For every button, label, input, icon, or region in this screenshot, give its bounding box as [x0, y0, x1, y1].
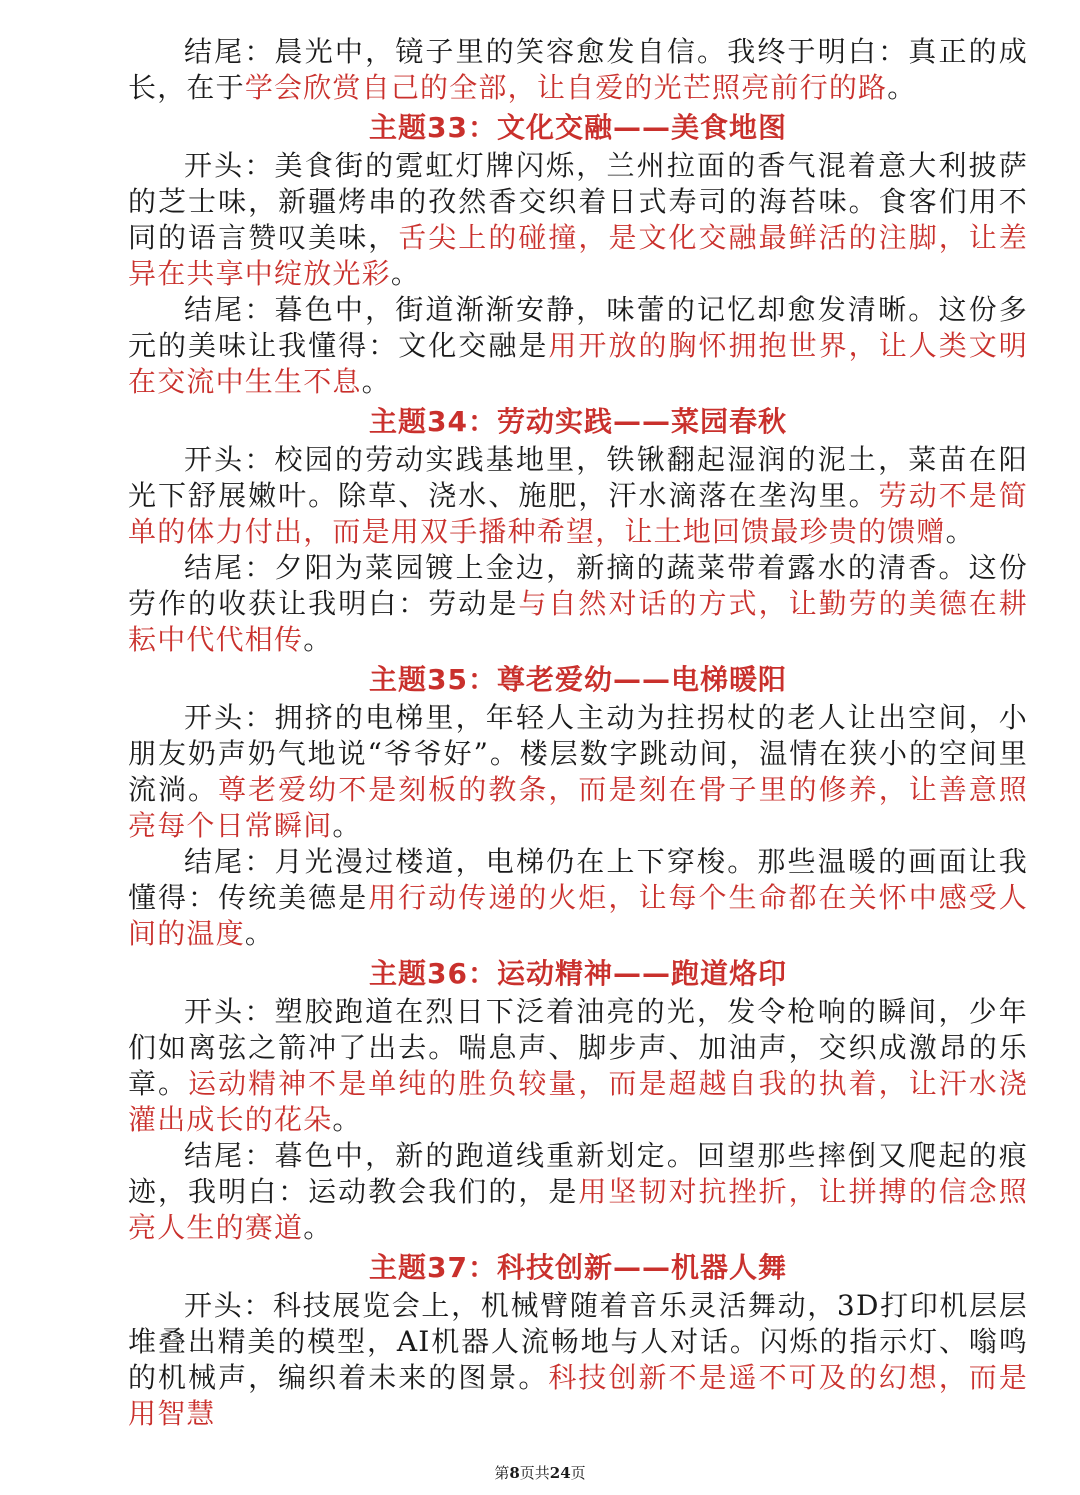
page-footer [0, 1462, 1080, 1483]
paragraph-text: 开头：塑胶跑道在烈日下泛着油亮的光，发令枪响的瞬间，少年们如离弦之箭冲了出去。喘息声、脚步声、加油声，交织成激昂的乐章。 [128, 995, 1028, 1100]
opening-paragraph [128, 148, 1028, 292]
opening-paragraph [128, 442, 1028, 550]
highlighted-text: 用行动传递的火炬，让每个生命都在关怀中感受人间的温度 [128, 881, 1028, 950]
paragraph-tail: 。 [332, 809, 362, 842]
highlighted-text: 劳动不是简单的体力付出，而是用双手播种希望，让土地回馈最珍贵的馈赠 [128, 479, 1028, 548]
section-heading: 主题35：尊老爱幼——电梯暖阳 [369, 663, 787, 696]
opening-paragraph [128, 994, 1028, 1138]
paragraph-text: 结尾：夕阳为菜园镀上金边，新摘的蔬菜带着露水的清香。这份劳作的收获让我明白：劳动是 [128, 551, 1028, 620]
highlighted-text: 与自然对话的方式，让勤劳的美德在耕耘中代代相传 [128, 587, 1028, 656]
ending-paragraph [128, 550, 1028, 658]
footer-middle: 页共 [519, 1464, 550, 1482]
highlighted-text: 用开放的胸怀拥抱世界，让人类文明在交流中生生不息 [128, 329, 1028, 398]
highlighted-text: 用坚韧对抗挫折，让拼搏的信念照亮人生的赛道 [128, 1175, 1028, 1244]
paragraph-tail: 。 [887, 71, 917, 104]
paragraph-text: 结尾：暮色中，新的跑道线重新划定。回望那些摔倒又爬起的痕迹，我明白：运动教会我们的，是 [128, 1139, 1028, 1208]
page-number: 8 [509, 1464, 520, 1482]
paragraph-tail: 。 [303, 623, 333, 656]
paragraph-text: 结尾：暮色中，街道渐渐安静，味蕾的记忆却愈发清晰。这份多元的美味让我懂得：文化交融是 [128, 293, 1028, 362]
paragraph-text: 结尾：晨光中，镜子里的笑容愈发自信。我终于明白：真正的成长，在于 [128, 35, 1028, 104]
ending-paragraph [128, 292, 1028, 400]
highlighted-text: 科技创新不是遥不可及的幻想，而是用智慧 [128, 1361, 1028, 1430]
ending-paragraph [128, 1138, 1028, 1246]
paragraph-tail: 。 [945, 515, 975, 548]
highlighted-text: 舌尖上的碰撞，是文化交融最鲜活的注脚，让差异在共享中绽放光彩 [128, 221, 1028, 290]
paragraph-text: 开头：校园的劳动实践基地里，铁锹翻起湿润的泥土，菜苗在阳光下舒展嫩叶。除草、浇水、施肥，汗水滴落在垄沟里。 [128, 443, 1028, 512]
document-page [128, 34, 1028, 1432]
paragraph-text: 开头：拥挤的电梯里，年轻人主动为拄拐杖的老人让出空间，小朋友奶声奶气地说“爷爷好”。楼层数字跳动间，温情在狭小的空间里流淌。 [128, 701, 1028, 806]
highlighted-text: 学会欣赏自己的全部，让自爱的光芒照亮前行的路 [244, 71, 888, 104]
highlighted-text: 运动精神不是单纯的胜负较量，而是超越自我的执着，让汗水浇灌出成长的花朵 [128, 1067, 1028, 1136]
paragraph-tail: 。 [361, 365, 391, 398]
footer-prefix: 第 [494, 1464, 510, 1482]
ending-paragraph [128, 34, 1028, 106]
paragraph-tail: 。 [332, 1103, 362, 1136]
paragraph-tail: 。 [390, 257, 421, 290]
section-heading: 主题37：科技创新——机器人舞 [369, 1251, 787, 1284]
paragraph-tail: 。 [303, 1211, 333, 1244]
footer-suffix: 页 [570, 1464, 586, 1482]
section-heading: 主题33：文化交融——美食地图 [369, 111, 787, 144]
paragraph-text: 结尾：月光漫过楼道，电梯仍在上下穿梭。那些温暖的画面让我懂得：传统美德是 [128, 845, 1028, 914]
opening-paragraph [128, 700, 1028, 844]
paragraph-tail: 。 [244, 917, 275, 950]
paragraph-text: 开头：科技展览会上，机械臂随着音乐灵活舞动，3D打印机层层堆叠出精美的模型，AI机器人流畅地与人对话。闪烁的指示灯、嗡鸣的机械声，编织着未来的图景。 [128, 1289, 1028, 1394]
opening-paragraph [128, 1288, 1028, 1432]
ending-paragraph [128, 844, 1028, 952]
section-heading: 主题36：运动精神——跑道烙印 [369, 957, 787, 990]
section-heading: 主题34：劳动实践——菜园春秋 [369, 405, 787, 438]
paragraph-text: 开头：美食街的霓虹灯牌闪烁，兰州拉面的香气混着意大利披萨的芝士味，新疆烤串的孜然香交织着日式寿司的海苔味。食客们用不同的语言赞叹美味， [128, 149, 1028, 254]
highlighted-text: 尊老爱幼不是刻板的教条，而是刻在骨子里的修养，让善意照亮每个日常瞬间 [128, 773, 1029, 842]
page-total: 24 [549, 1464, 571, 1482]
